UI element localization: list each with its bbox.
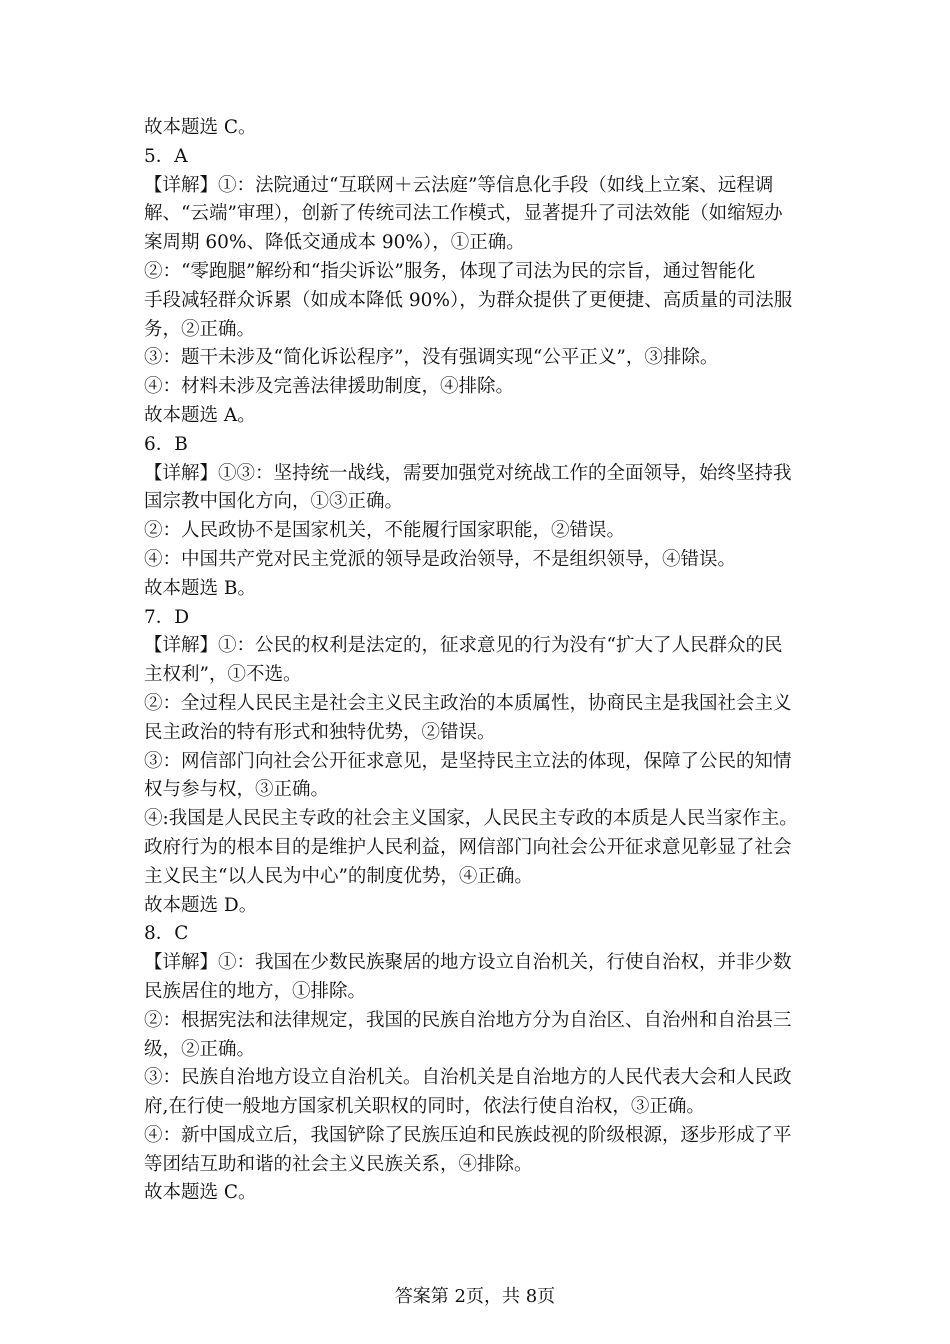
text-line: 务，②正确。	[144, 318, 256, 340]
text-line: 解、“云端”审理），创新了传统司法工作模式，显著提升了司法效能（如缩短办	[144, 203, 783, 225]
page-footer: 答案第 2页，共 8页	[394, 1286, 556, 1307]
text-line: ③：民族自治地方设立自治机关。自治机关是自治地方的人民代表大会和人民政	[144, 1067, 792, 1089]
text-line: 故本题选 C。	[144, 1182, 257, 1204]
text-line: 等团结互助和谐的社会主义民族关系，④排除。	[144, 1153, 533, 1175]
text-line: ②：“零跑腿”解纷和“指尖诉讼”服务，体现了司法为民的宗旨，通过智能化	[144, 260, 756, 282]
text-line: 主权利”，①不选。	[144, 664, 302, 686]
answer-number-8: 8．C	[144, 923, 189, 945]
text-line: ②：人民政协不是国家机关，不能履行国家职能，②错误。	[144, 520, 626, 542]
text-line: 民主政治的特有形式和独特优势，②错误。	[144, 721, 496, 743]
text-line: 故本题选 D。	[144, 894, 258, 916]
answer-number-5: 5．A	[144, 145, 188, 167]
text-line: ③：题干未涉及“简化诉讼程序”，没有强调实现“公平正义”，③排除。	[144, 347, 719, 369]
text-line: 民族居住的地方，①排除。	[144, 980, 367, 1002]
text-line: ④：中国共产党对民主党派的领导是政治领导，不是组织领导，④错误。	[144, 548, 737, 570]
text-line: 主义民主“以人民为中心”的制度优势，④正确。	[144, 865, 533, 887]
text-line: ③：网信部门向社会公开征求意见，是坚持民主立法的体现，保障了公民的知情	[144, 750, 792, 772]
text-line: 权与参与权，③正确。	[144, 779, 330, 801]
text-line: 府,在行使一般地方国家机关职权的同时，依法行使自治权，③正确。	[144, 1096, 705, 1118]
answer-number-6: 6．B	[144, 433, 188, 455]
text-line: ④：新中国成立后，我国铲除了民族压迫和民族歧视的阶级根源，逐步形成了平	[144, 1124, 792, 1146]
answer-number-7: 7．D	[144, 606, 190, 628]
text-line: 级，②正确。	[144, 1038, 256, 1060]
text-line: 案周期 60%、降低交通成本 90%），①正确。	[144, 232, 525, 254]
text-line: 【详解】①：法院通过“互联网＋云法庭”等信息化手段（如线上立案、远程调	[144, 174, 774, 196]
text-line: 国宗教中国化方向，①③正确。	[144, 491, 404, 513]
answer-content	[144, 114, 809, 1208]
text-line: 故本题选 B。	[144, 577, 256, 599]
text-line: 政府行为的根本目的是维护人民利益，网信部门向社会公开征求意见彰显了社会	[144, 836, 792, 858]
text-line: 故本题选 C。	[144, 117, 257, 138]
text-line: 【详解】①：我国在少数民族聚居的地方设立自治机关，行使自治权，并非少数	[144, 952, 792, 974]
text-line: ②：全过程人民民主是社会主义民主政治的本质属性，协商民主是我国社会主义	[144, 692, 792, 714]
text-line: ②：根据宪法和法律规定，我国的民族自治地方分为自治区、自治州和自治县三	[144, 1009, 792, 1031]
text-line: ④：材料未涉及完善法律援助制度，④排除。	[144, 376, 515, 398]
text-line: 故本题选 A。	[144, 404, 256, 426]
text-line: 手段减轻群众诉累（如成本降低 90%），为群众提供了更便捷、高质量的司法服	[144, 289, 793, 311]
text-line: 【详解】①③：坚持统一战线，需要加强党对统战工作的全面领导，始终坚持我	[144, 462, 792, 484]
text-line: ④:我国是人民民主专政的社会主义国家，人民民主专政的本质是人民当家作主。	[144, 808, 798, 830]
text-line: 【详解】①：公民的权利是法定的，征求意见的行为没有“扩大了人民群众的民	[144, 635, 783, 657]
